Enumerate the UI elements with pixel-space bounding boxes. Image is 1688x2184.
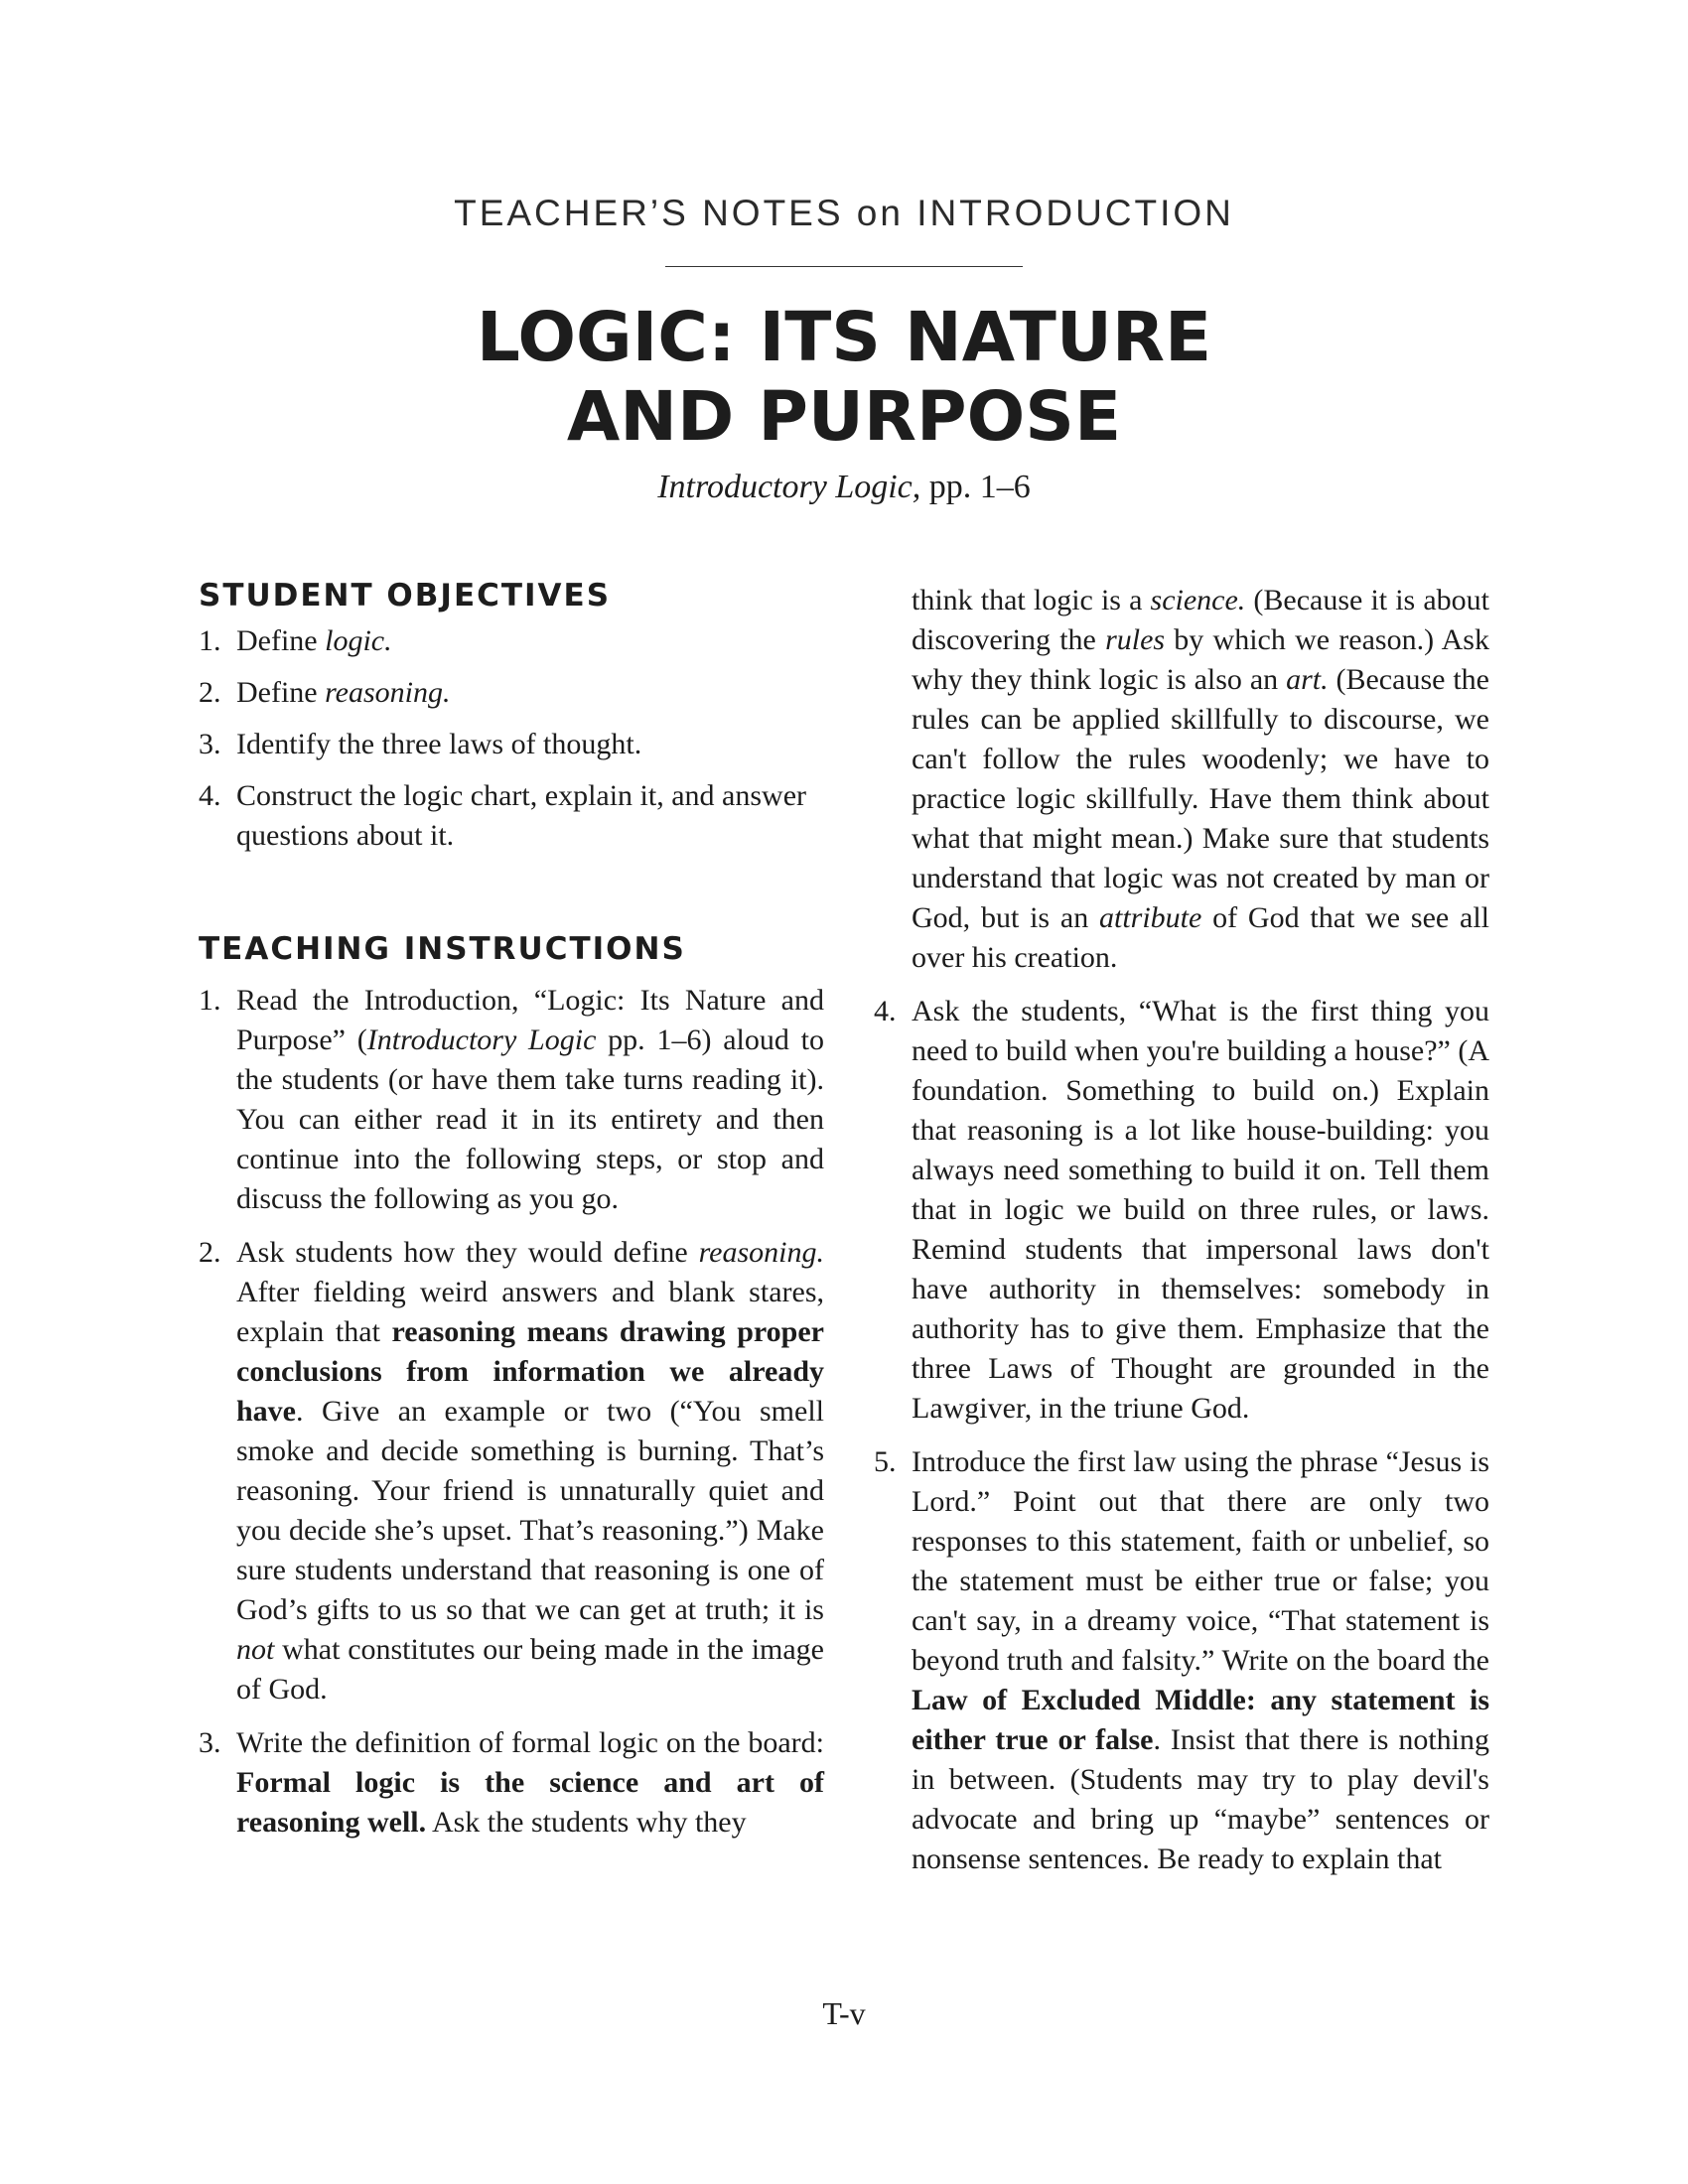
- item-text: Write the definition of formal logic on the board:: [236, 1726, 824, 1759]
- item-text: Define: [236, 676, 326, 709]
- item-number: 5.: [874, 1445, 897, 1478]
- item-number: 1.: [199, 984, 221, 1017]
- list-item: [199, 1233, 824, 1709]
- item-number: 4.: [874, 995, 897, 1027]
- item-bold: Formal logic is the science and art of reasoning well.: [236, 1766, 824, 1839]
- right-column: [874, 581, 1489, 1893]
- list-item: [199, 981, 824, 1219]
- instructions-heading: TEACHING INSTRUCTIONS: [199, 931, 686, 967]
- item-number: 3.: [199, 1726, 221, 1759]
- subtitle-pages: pp. 1–6: [920, 469, 1031, 505]
- objectives-heading: STUDENT OBJECTIVES: [199, 578, 612, 614]
- item-emphasis: science.: [1150, 584, 1246, 616]
- item-text: . Give an example or two (“You smell smoke and decide something is burning. That’s reasoning. Your friend is unnaturally quiet and you decide she’s upset. That’s reasoning.”) Make sure students understand that reasoning is one of God’s gifts to us so that we can get at truth; it is: [236, 1395, 824, 1626]
- item-emphasis: not: [236, 1633, 275, 1666]
- item-text: (Because it is about discovering the: [912, 584, 1489, 656]
- item-emphasis: art.: [1286, 663, 1329, 696]
- item-text: Introduce the first law using the phrase “Jesus is Lord.” Point out that there are only two responses to this statement, faith or unbelief, so the statement must be either true or false; you can't say, in a dreamy voice, “That statement is beyond truth and falsity.” Write on the board the: [912, 1445, 1489, 1677]
- item-text: Construct the logic chart, explain it, and answer questions about it.: [236, 779, 806, 852]
- item-text: After fielding weird answers and blank stares, explain that: [236, 1276, 824, 1348]
- item-emphasis: reasoning.: [325, 676, 451, 709]
- left-column: [199, 576, 824, 1843]
- item-text: Ask students how they would define: [236, 1236, 699, 1269]
- item-text: Define: [236, 624, 326, 657]
- page-title: [0, 298, 1688, 457]
- title-divider: [665, 266, 1023, 267]
- page-number: T-v: [822, 1995, 866, 2031]
- list-item: [199, 776, 824, 856]
- list-item: [874, 992, 1489, 1429]
- item-text: . Insist that there is nothing in between. (Students may try to play devil's advocate and bring up “maybe” sentences or nonsense sentences. Be ready to explain that: [912, 1723, 1489, 1875]
- list-item: [874, 1442, 1489, 1879]
- item-number: 2.: [199, 1236, 221, 1269]
- item-number: 1.: [199, 624, 221, 657]
- section-kicker: TEACHER’S NOTES on INTRODUCTION: [454, 193, 1234, 233]
- item-emphasis: Introductory Logic: [366, 1024, 597, 1056]
- item-number: 2.: [199, 676, 221, 709]
- item-text: of God that we see all over his creation.: [912, 901, 1489, 974]
- item-emphasis: reasoning.: [698, 1236, 824, 1269]
- item-text: Read the Introduction, “Logic: Its Nature and Purpose” (: [236, 984, 824, 1056]
- item-number: 3.: [199, 728, 221, 760]
- item-bold: Law of Excluded Middle: any statement is either true or false: [912, 1684, 1489, 1756]
- page-subtitle: [0, 469, 1688, 506]
- item-text: Identify the three laws of thought.: [236, 728, 642, 760]
- title-line-1: LOGIC: ITS NATURE: [476, 298, 1212, 377]
- list-item: [199, 1723, 824, 1843]
- item-emphasis: attribute: [1099, 901, 1202, 934]
- item-text: what constitutes our being made in the image of God.: [236, 1633, 824, 1706]
- title-line-2: AND PURPOSE: [566, 377, 1122, 457]
- list-item: [199, 725, 824, 764]
- objectives-list: [199, 621, 824, 856]
- item-text: by which we reason.) Ask why they think logic is also an: [912, 623, 1489, 696]
- item-text: pp. 1–6) aloud to the students (or have them take turns reading it). You can either read it in its entirety and then continue into the following steps, or stop and discuss the following as you go.: [236, 1024, 824, 1215]
- instructions-list-left: [199, 981, 824, 1843]
- instructions-list-right: [874, 581, 1489, 1879]
- item-text: (Because the rules can be applied skillfully to discourse, we can't follow the rules woodenly; we have to practice logic skillfully. Have them think about what that might mean.) Make sure that students understand that logic was not created by man or God, but is an: [912, 663, 1490, 934]
- item-text: Ask the students why they: [426, 1806, 747, 1839]
- item-emphasis: rules: [1105, 623, 1166, 656]
- list-item-continued: [874, 581, 1489, 978]
- item-text: Ask the students, “What is the first thing you need to build when you're building a house?” (A foundation. Something to build on.) Explain that reasoning is a lot like house-building: you always need something to build it on. Tell them that in logic we build on three rules, or laws. Remind students that impersonal laws don't have authority in themselves: somebody in authority has to give them. Emphasize that the three Laws of Thought are grounded in the Lawgiver, in the triune God.: [912, 995, 1489, 1425]
- item-bold: reasoning means drawing proper conclusions from information we already have: [236, 1315, 824, 1428]
- list-item: [199, 621, 824, 661]
- item-number: 4.: [199, 779, 221, 812]
- item-emphasis: logic.: [325, 624, 392, 657]
- item-text: think that logic is a: [912, 584, 1151, 616]
- subtitle-book: Introductory Logic,: [657, 469, 921, 505]
- list-item: [199, 673, 824, 713]
